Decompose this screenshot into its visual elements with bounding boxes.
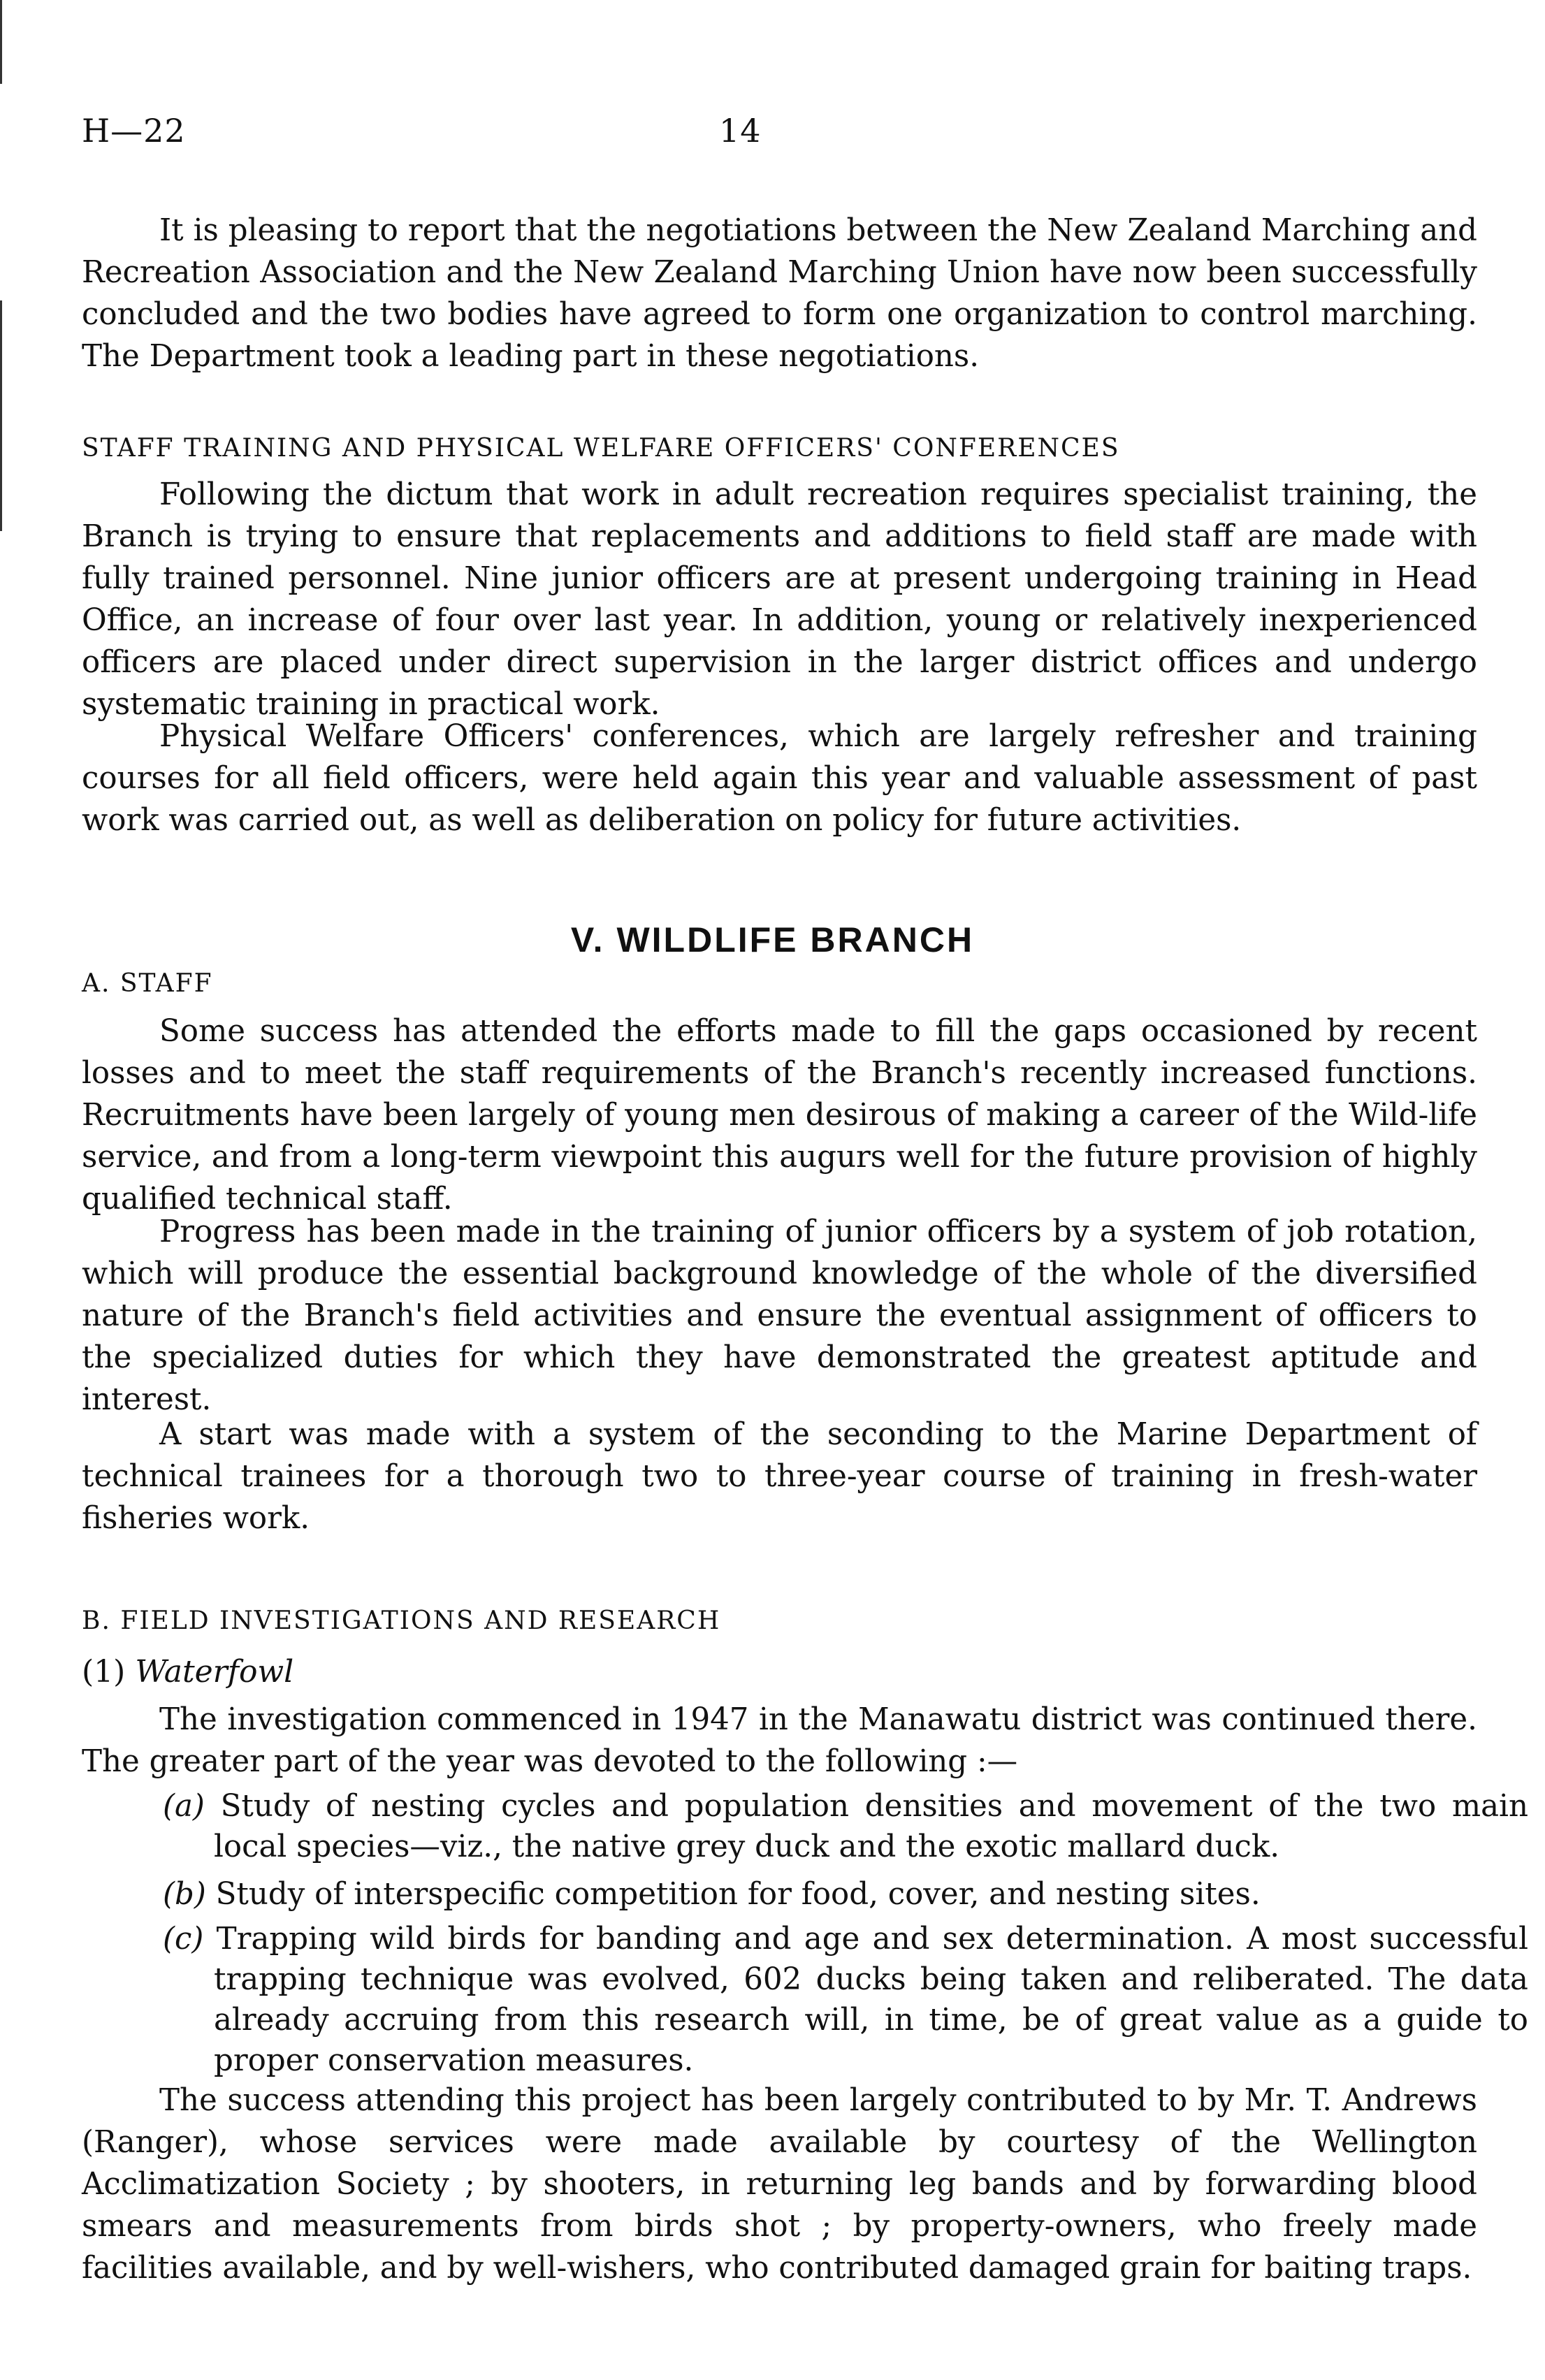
waterfowl-number: (1) [82, 1654, 136, 1690]
research-item-b [163, 1874, 1528, 1915]
research-intro: The investigation commenced in 1947 in the Manawatu district was continued there. The greater part of the year was devoted to the following :— [82, 1702, 1477, 1779]
marching-paragraph: It is pleasing to report that the negotiations between the New Zealand Marching and Recreation Association and the New Zealand Marching Union have now been successfully concluded and the two bodies have agreed to form one organization to control marching. The Department took a leading part in these negotiations. [82, 213, 1477, 374]
item-label-c: (c) [163, 1922, 217, 1957]
scan-margin-line-top [0, 0, 2, 84]
scan-margin-line-middle [0, 300, 2, 531]
research-item-a [163, 1786, 1528, 1867]
research-section-heading: B. FIELD INVESTIGATIONS AND RESEARCH [82, 1606, 721, 1635]
item-label-b: (b) [163, 1877, 216, 1912]
staff-training-paragraph-1: Following the dictum that work in adult recreation requires specialist training, the Branch is trying to ensure that replacements and additions to field staff are made with fully trained personnel. Nine junior officers are at present undergoing training in Head Office, an increase of four over last year. In addition, young or relatively inexperienced officers are placed under direct supervision in the larger district offices and undergo systematic training in practical work. [82, 477, 1477, 722]
page-number: 14 [719, 112, 762, 150]
research-item-c [163, 1919, 1528, 2081]
staff-training-heading: STAFF TRAINING AND PHYSICAL WELFARE OFFICERS' CONFERENCES [82, 434, 1120, 463]
wildlife-branch-title: V. WILDLIFE BRANCH [570, 920, 975, 959]
staff-paragraph-1: Some success has attended the efforts made to fill the gaps occasioned by recent losses and to meet the staff requirements of the Branch's recently increased functions. Recruitments have been largely of young men desirous of making a career of the Wild-life service, and from a long-term viewpoint this augurs well for the future provision of highly qualified technical staff. [82, 1014, 1477, 1217]
research-closing-paragraph: The success attending this project has been largely contributed to by Mr. T. Andrews (Ranger), whose services were made available by courtesy of the Wellington Acclimatization Society ; by shooters, in returning leg bands and by forwarding blood smears and measurements from birds shot ; by property-owners, who freely made facilities available, and by well-wishers, who contributed damaged grain for baiting traps. [82, 2083, 1477, 2286]
staff-training-paragraph-2: Physical Welfare Officers' conferences, which are largely refresher and training courses for all field officers, were held again this year and valuable assessment of past work was carried out, as well as deliberation on policy for future activities. [82, 719, 1477, 838]
staff-paragraph-2: Progress has been made in the training of junior officers by a system of job rotation, which will produce the essential background knowledge of the whole of the diversified nature of the Branch's field activities and ensure the eventual assignment of officers to the specialized duties for which they have demonstrated the greatest aptitude and interest. [82, 1214, 1477, 1417]
item-text-a: Study of nesting cycles and population densities and movement of the two main local species—viz., the native grey duck and the exotic mallard duck. [214, 1789, 1528, 1864]
item-text-c: Trapping wild birds for banding and age and sex determination. A most successful trapping technique was evolved, 602 ducks being taken and reliberated. The data already accruing from this research will, in time, be of great value as a guide to proper conservation measures. [214, 1922, 1528, 2078]
item-label-a: (a) [163, 1789, 221, 1824]
document-reference: H—22 [82, 112, 186, 150]
item-text-b: Study of interspecific competition for food, cover, and nesting sites. [215, 1877, 1261, 1912]
staff-paragraph-3: A start was made with a system of the seconding to the Marine Department of technical trainees for a thorough two to three-year course of training in fresh-water fisheries work. [82, 1417, 1477, 1536]
waterfowl-title: Waterfowl [135, 1654, 294, 1690]
running-head [82, 112, 1477, 154]
waterfowl-subheading [82, 1651, 293, 1693]
staff-section-heading: A. STAFF [82, 969, 213, 998]
